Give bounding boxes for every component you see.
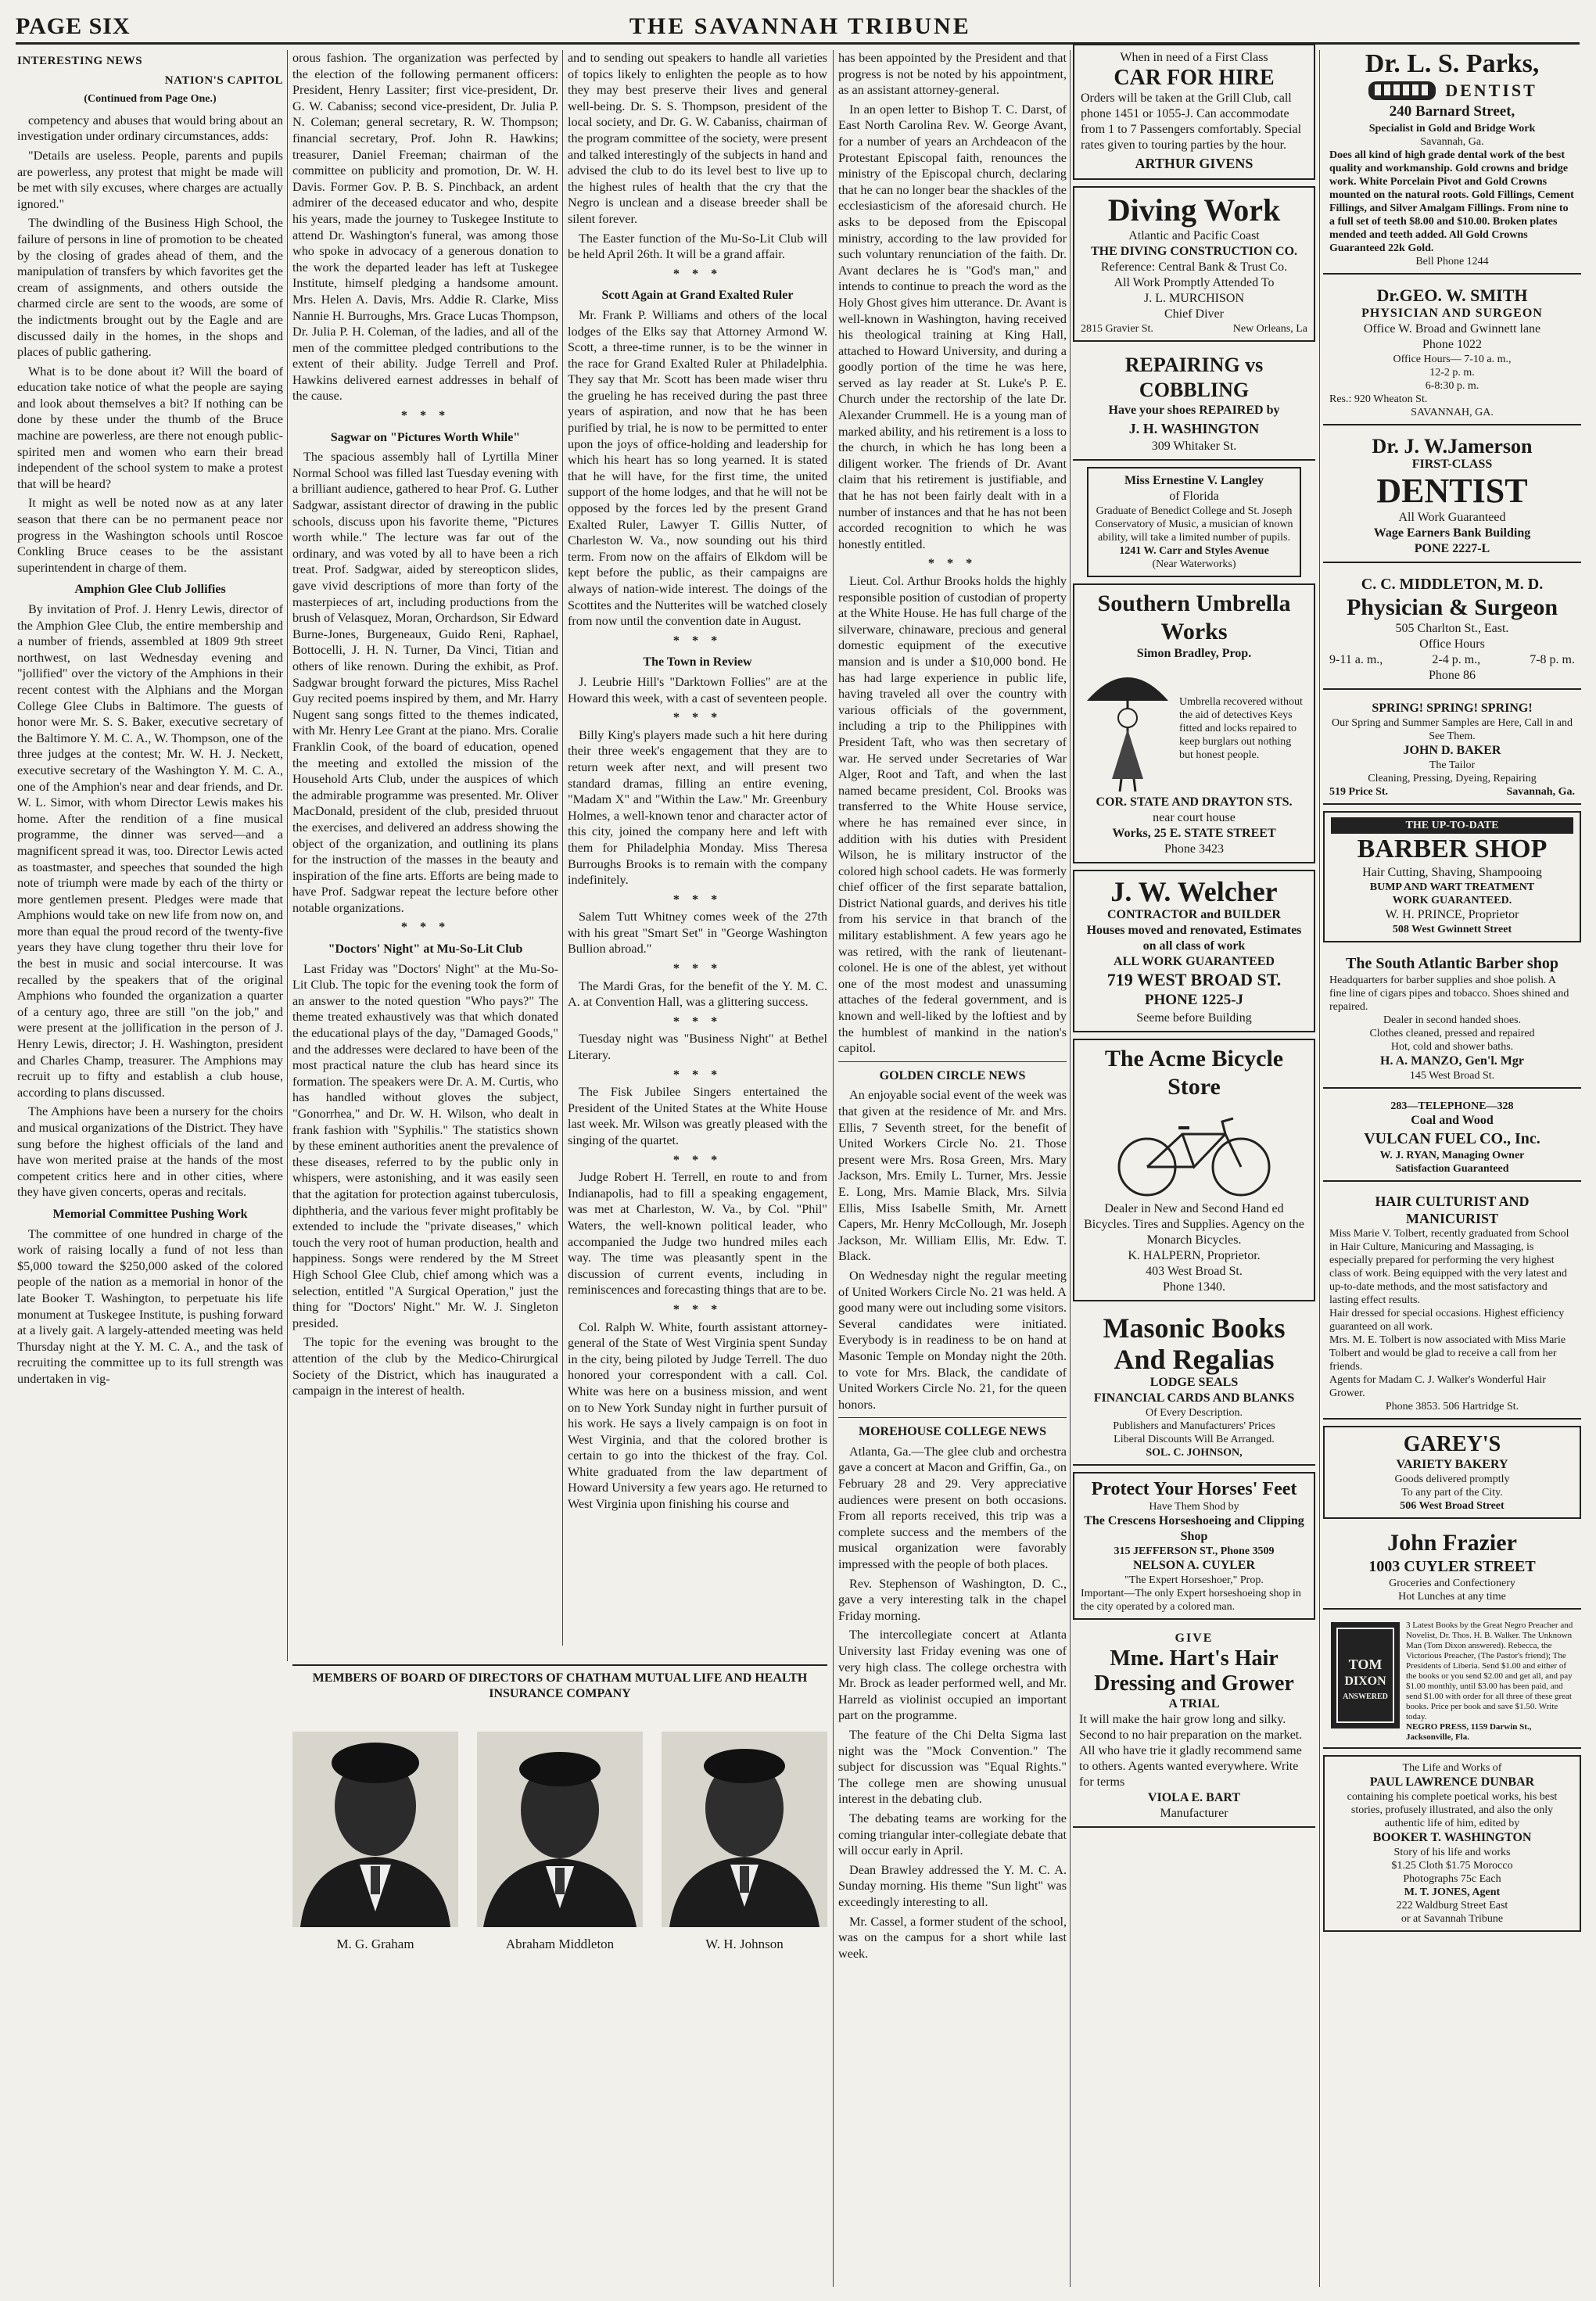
ad-title: GAREY'S <box>1403 1432 1501 1456</box>
ad-phone: Phone 1340. <box>1163 1280 1225 1294</box>
section-heading: Scott Again at Grand Exalted Ruler <box>601 289 794 303</box>
ad-phone: Bell Phone 1244 <box>1415 256 1489 267</box>
south-atlantic-barber-ad <box>1323 949 1581 1089</box>
ad-line: Chief Diver <box>1164 307 1224 321</box>
ad-address: Res.: 920 Wheaton St. <box>1329 393 1428 405</box>
dunbar-books-ad <box>1323 1755 1581 1932</box>
ad-address: 145 West Broad St. <box>1409 1070 1495 1082</box>
ad-price: $1.25 Cloth $1.75 Morocco <box>1391 1860 1513 1872</box>
ad-line: Works, 25 E. STATE STREET <box>1112 827 1276 840</box>
column-rule <box>562 50 563 1646</box>
separator: * * * <box>672 633 723 648</box>
portrait-row <box>292 1732 827 1952</box>
ad-line: 12-2 p. m. <box>1429 367 1475 379</box>
ad-text: Orders will be taken at the Grill Club, call phone 1451 or 1055-J. Can accommodate from 1 to 7 Passengers comfortably. Special rates given to touring parties by the hour. <box>1081 92 1302 152</box>
article-column-4 <box>838 50 1067 2295</box>
paragraph: Last Friday was "Doctors' Night" at the Mu-So-Lit Club. The topic for the evening took the form of an answer to the noted question "Who pays?" The theme treated exhaustively was that which donated the educational plays of the day, "Damaged Goods," and the addresses were declared to have been of the most practical nature the club has heard since its formation. The speakers were Dr. A. M. Curtis, who has handled without gloves the subject, "Gonorrhea," and Dr. W. H. Wilson, who dealt in frank fashion with "Syphilis." The statistics shown by these eminent authorities anent the prevalence of these diseases, referred to by the public only in whispers, were astonishing, and it was easily seen that the agitation for protection against tuberculosis, diphtheria, and the various fever might profitably be extended to include the "private diseases," which touch the very root of human production, health and happiness. Songs were rendered by the M Street High School Glee Club, chief among which was a selection, entitled "A Surgical Operation," just the thing for "Doctors' Night." Mr. W. J. Singleton presided. <box>292 961 558 1330</box>
paragraph: The Fisk Jubilee Singers entertained the President of the United States at the White House last week. Mr. Wilson was greatly pleased with the singing of the quartet. <box>568 1085 827 1147</box>
ad-line: To any part of the City. <box>1401 1487 1503 1499</box>
ad-title: C. C. MIDDLETON, M. D. <box>1361 576 1544 593</box>
divider <box>838 1061 1067 1062</box>
ad-line: THE UP-TO-DATE <box>1331 817 1573 834</box>
ad-text: 3 Latest Books by the Great Negro Preacher and Novelist, Dr. Thos. H. B. Walker. The Unknown Man (Tom Dixon answered). Rebecca, the Victorious Preacher, (The Pastor's friend); The Presidents of Liberia. Send $1.00 and either of the books or you send $2.00 and get all, and pay $1.00 monthly, until $3.00 has been paid, and send $1.00 with order for all three of these great books. Price per book and save $1.50. Write today. <box>1406 1621 1573 1721</box>
separator: * * * <box>400 920 450 935</box>
separator: * * * <box>672 1152 723 1167</box>
paragraph: Judge Robert H. Terrell, en route to and from Indianapolis, had to fill a speaking engagement, was met at Charleston, W. Va., by Col. "Phil" Waters, the well-known political leader, who accompanied the Judge two hundred miles each way. The time was pleasantly spent in the discussion of current events, including in reminiscences and forecasting things that are to be. <box>568 1170 827 1298</box>
ad-hours: 2-4 p. m., <box>1432 653 1481 666</box>
ad-name: SOL. C. JOHNSON, <box>1146 1447 1243 1459</box>
ad-city: New Orleans, La <box>1232 323 1307 335</box>
ad-title: The South Atlantic Barber shop <box>1346 955 1558 972</box>
paragraph: The dwindling of the Business High School, the failure of persons in line of promotion to be cheated by the closing of grades ahead of them, and the manipulation of transfers by which favorites get the cream of assignments, and others outside the charmed circle are sent to the woods, are some of the indictments brought out by the Eagle and are discussed daily in the homes, in the shops and places of public gathering. <box>17 216 283 360</box>
masonic-books-ad <box>1073 1308 1315 1466</box>
portrait <box>292 1732 458 1952</box>
column-rule <box>1070 50 1071 2287</box>
bicycle-store-ad <box>1073 1039 1315 1301</box>
portrait-photo-icon <box>662 1732 827 1927</box>
masthead <box>16 11 1580 45</box>
ad-line: DENTIST <box>1376 472 1528 510</box>
paragraph: The Amphions have been a nursery for the choirs and musical organizations of the District. They have sung before the highest officials of the land and have won merited praise at the hands of the most competent critics here and in other cities, where they have given concerts, operas and recitals. <box>17 1104 283 1200</box>
paragraph: Billy King's players made such a hit here during their three week's engagement that they are to return week after next, and will present two standard dramas, filling an entire evening, "Madam X" and "Within the Law." Mr. Greenbury Holmes, a well-known tenor and character actor of this city, joined the company here and left with them for Philadelphia Monday. Miss Theresa Burroughs Brooks is to remain with the company indefinitely. <box>568 727 827 888</box>
ad-text: containing his complete poetical works, his best stories, profusely illustrated, and also the only authentic life of him, edited by <box>1347 1791 1558 1829</box>
ad-hours: 7-8 p. m. <box>1530 653 1575 666</box>
page-number: PAGE SIX <box>16 13 131 39</box>
ad-hours: 9-11 a. m., <box>1329 653 1383 666</box>
ad-title: Dr. L. S. Parks, <box>1365 49 1540 78</box>
ad-address: 315 JEFFERSON ST., Phone 3509 <box>1114 1545 1275 1557</box>
paragraph: The debating teams are working for the coming triangular inter-collegiate debate that will occur early in April. <box>838 1811 1067 1858</box>
ad-title: The Acme Bicycle Store <box>1104 1046 1284 1100</box>
ad-title: Masonic Books <box>1103 1312 1286 1344</box>
paragraph: The committee of one hundred in charge of the work of raising locally a fund of not less than $5,000 toward the $250,000 asked of the colored people of the nation as a memorial in honor of the late Booker T. Washington, to perpetuate his life monument at Tuskegee Institute, is pushing forward at a lively gait. A largely-attended meeting was held Thursday night at the Y. M. C. A., and the task of recruiting the committee up to its full strength was undertaken in vig- <box>17 1226 283 1386</box>
ad-name: K. HALPERN, Proprietor. <box>1128 1249 1261 1262</box>
ad-title: BARBER SHOP <box>1357 835 1548 863</box>
ad-text: It will make the hair grow long and silky. Second to no hair preparation on the market. All who have trie it gladly recommend same to others. Agents wanted everywhere. Write for terms <box>1079 1713 1303 1789</box>
ad-title: PAUL LAWRENCE DUNBAR <box>1369 1775 1535 1789</box>
separator: * * * <box>672 1301 723 1316</box>
separator: * * * <box>400 408 450 423</box>
ad-line: Savannah, Ga. <box>1420 136 1484 148</box>
ad-line: Of Every Description. <box>1145 1407 1243 1419</box>
paragraph: Lieut. Col. Arthur Brooks holds the highly responsible position of custodian of property at the White House. He has full charge of the silverware, chinaware, precious and general domestic equipment of the executive mansion and is under a $10,000 bond. He has had large experience in public life, having traveled all over the country with various officials of the government, including a trip to the Philippines with President Taft, who was then secretary of war. He served under Secretaries of War Alger, Root and Taft, and when the last named became president, Col. Brooks was transferred to the White House service, where he has remained ever since, in addition with his duties with President Wilson, he is military instructor of the colored high school cadets. He was formerly chief officer of the first separate battalion, District National guards, and derives his title from his service in that branch of the military establishment. A few years ago he was retired, with the rank of lieutenant-colonel. He is one of the ablest, yet without one of the most modest and unassuming attaches of the federal government, and is known and well-liked by the loftiest and by the humblest of mankind in the nation's capitol. <box>838 574 1067 1056</box>
ad-line: BUMP AND WART TREATMENT <box>1369 881 1535 893</box>
portrait-photo-icon <box>477 1732 643 1927</box>
ad-line: Have your shoes REPAIRED by <box>1108 404 1280 417</box>
ad-line: FIRST-CLASS <box>1411 458 1493 471</box>
ad-title: REPAIRING vs COBBLING <box>1124 354 1264 401</box>
ad-name: M. T. JONES, Agent <box>1404 1886 1501 1898</box>
article-column-2 <box>292 50 558 1646</box>
ad-text: Important—The only Expert horseshoeing shop in the city operated by a colored man. <box>1081 1588 1301 1613</box>
separator: * * * <box>672 710 723 725</box>
ad-address: 2815 Gravier St. <box>1081 323 1153 335</box>
ad-line: The Tailor <box>1429 759 1476 771</box>
ad-line: Have Them Shod by <box>1149 1501 1239 1513</box>
ads-column-left <box>1073 44 1315 1834</box>
baker-tailor-ad <box>1323 696 1581 805</box>
ad-line: Liberal Discounts Will Be Arranged. <box>1114 1434 1275 1445</box>
ad-line: "The Expert Horseshoer," Prop. <box>1124 1574 1264 1586</box>
column-rule <box>287 50 288 1661</box>
paragraph: Atlanta, Ga.—The glee club and orchestra gave a concert at Macon and Griffin, Ga., on February 28 and 29. Very appreciative audiences were present on both occasions. From all reports received, this trip was a complete success and the members of the musical organization were favorably impressed with the people of both places. <box>838 1444 1067 1572</box>
ad-line: of Florida <box>1169 490 1219 503</box>
paragraph: Mr. Frank P. Williams and others of the local lodges of the Elks say that Attorney Armond W. Scott, a three-time runner, is to be the winner in the race for Grand Exalted Ruler at Philadelphia. They say that Mr. Scott has been made wiser thru the grueling he has received during the past three years of aspiration, and now that he has been purified by trial, he is now to be permitted to enter upon the joys of office-holding and leadership for which his heart has so long yearned. It is stated that he will have, for the first time, the united support of the home lodges, and that he will not be opposed by the forces led by the present Grand Exalted Ruler, Lawyer T. Gillis Nutter, of Charleston W. Va., now sounding out his third term. From now on the affairs of Elkdom will be kept before the public, as their campaigns are always of nation-wide interest. The doings of the Scottites and the Nutterites will be watched closely from now until the convention date in August. <box>568 307 827 629</box>
portrait <box>477 1732 643 1952</box>
ad-title: J. W. Welcher <box>1110 876 1278 907</box>
ad-address: 508 West Gwinnett Street <box>1392 924 1512 935</box>
ad-line: Publishers and Manufacturers' Prices <box>1113 1420 1275 1432</box>
ad-phone: Phone 3853. 506 Hartridge St. <box>1385 1401 1519 1413</box>
ad-title: Protect Your Horses' Feet <box>1091 1479 1297 1499</box>
paragraph: Dean Brawley addressed the Y. M. C. A. Sunday morning. His theme "Sun light" was exceedingly interesting to all. <box>838 1862 1067 1909</box>
paragraph: It might as well be noted now as at any later season that there can be no permanent peace nor progress in the Washington schools until Roscoe Conkling Bruce ceases to be the assistant superintendent in charge of them. <box>17 496 283 575</box>
photo-heading: MEMBERS OF BOARD OF DIRECTORS OF CHATHAM MUTUAL LIFE AND HEALTH INSURANCE COMPANY <box>292 1664 827 1702</box>
ad-line: SPRING! SPRING! SPRING! <box>1372 702 1533 715</box>
ad-text: Our Spring and Summer Samples are Here, Call in and See Them. <box>1332 717 1573 742</box>
ad-name: W. J. RYAN, Managing Owner <box>1379 1150 1525 1161</box>
ad-line: 6-8:30 p. m. <box>1425 380 1479 392</box>
hair-grower-ad <box>1073 1626 1315 1828</box>
ad-line: All Work Promptly Attended To <box>1114 276 1275 289</box>
ad-name: J. H. WASHINGTON <box>1128 421 1260 436</box>
ad-name: JOHN D. BAKER <box>1403 744 1501 757</box>
car-for-hire-ad <box>1073 44 1315 180</box>
paragraph: The topic for the evening was brought to the attention of the club by the Medico-Chirurgical Society of the District, which has inaugurated a campaign in the interest of health. <box>292 1335 558 1398</box>
jamerson-dentist-ad <box>1323 432 1581 563</box>
paragraph: competency and abuses that would bring about an investigation under ordinary circumstances, adds: <box>17 113 283 144</box>
ad-title: HAIR CULTURIST AND MANICURIST <box>1375 1194 1530 1226</box>
bicycle-icon <box>1108 1104 1280 1198</box>
ad-name: BOOKER T. WASHINGTON <box>1372 1831 1532 1844</box>
ad-text: Miss Marie V. Tolbert, recently graduated from School in Hair Culture, Manicuring and Massaging, is especially prepared for performing the very highest class of work. Being equipped with the very latest and up-to-date methods, and the most satisfactory and lasting effect results. <box>1329 1228 1569 1306</box>
horseshoeing-ad <box>1073 1472 1315 1620</box>
ad-line: Miss Ernestine V. Langley <box>1124 474 1264 487</box>
ad-text: Does all kind of high grade dental work of the best quality and workmanship. Gold crowns and bridge work. White Porcelain Pivot and Gold Crowns mounted on the natural roots. Gold Fillings, Cement Fillings, and Silver Amalgam Fillings. From nine to a full set of teeth $8.00 and $10.00. Broken plates mended and teeth added. All Gold Crowns Guaranteed 22k Gold. <box>1329 149 1574 254</box>
ad-title: John Frazier <box>1387 1530 1517 1556</box>
ad-name: H. A. MANZO, Gen'l. Mgr <box>1380 1054 1524 1068</box>
section-heading: The Town in Review <box>643 655 752 669</box>
ad-line: Hot, cold and shower baths. <box>1390 1041 1514 1053</box>
ad-line: Hot Lunches at any time <box>1398 1591 1506 1603</box>
paragraph: In an open letter to Bishop T. C. Darst, of East North Carolina Rev. W. George Avant, for a number of years an Archdeacon of the Protestant Episcopal faith, renounces the ministry of the Episcopal church, declaring that he can no longer bear the shackles of the ecclesiasticism of the aforesaid church. He asks to be deposed from the Episcopal ministry, according to the law provided for such voluntary renunciation of the faith. Dr. Avant declares he is "God's man," and intends to continue to preach the word as the Holy Ghost gives him utterance. Dr. Avant is well-known in Washington, having received his theological training at King Hall, attached to Howard University, and during a goodly portion of the time he was here, served as lay reader at St. Luke's P. E. Church under the rectorship of the late Dr. Alexander Crummell. He is a young man of marked ability, and his retirement is a loss to the church, in which he has long been a diligent worker. The friends of Dr. Avant claim that his retirement is justifiable, and that he has not been fairly dealt with in a number of instances and that he has not been accorded recognition to which he was honestly entitled. <box>838 102 1067 551</box>
ad-name: NELSON A. CUYLER <box>1132 1559 1256 1572</box>
barber-shop-ad <box>1323 811 1581 942</box>
ad-title: Mme. Hart's Hair Dressing and Grower <box>1094 1646 1294 1696</box>
ad-address: 1241 W. Carr and Styles Avenue <box>1119 545 1269 557</box>
separator: * * * <box>672 1014 723 1028</box>
ad-line: J. L. MURCHISON <box>1143 292 1244 305</box>
ad-text: Graduate of Benedict College and St. Joseph Conservatory of Music, a musician of known ability, will take a limited number of pupils. <box>1095 505 1293 544</box>
ad-name: VIOLA E. BART <box>1147 1791 1241 1804</box>
ad-title: CAR FOR HIRE <box>1114 66 1275 90</box>
ad-line: Satisfaction Guaranteed <box>1395 1163 1509 1175</box>
paragraph: and to sending out speakers to handle all varieties of topics likely to enlighten the people as to how they may best preserve their lives and general well-being. Dr. S. S. Thompson, president of the local society, and Dr. G. W. Cabaniss, chairman of the program committee of the society, were present and talked interestingly of the subjects in hand and advised the club to do its level best to live up to the highest rules of health that the cry that the Negro is unclean and a disease breeder shall be silent forever. <box>568 51 827 226</box>
ad-price: Photographs 75c Each <box>1403 1873 1501 1885</box>
ad-line: VARIETY BAKERY <box>1396 1458 1508 1471</box>
cobbling-ad <box>1073 348 1315 461</box>
separator: * * * <box>672 1067 723 1082</box>
svg-text:ANSWERED: ANSWERED <box>1343 1693 1388 1701</box>
section-heading: GOLDEN CIRCLE NEWS <box>879 1068 1026 1082</box>
vulcan-fuel-ad <box>1323 1095 1581 1182</box>
ad-line: DENTIST <box>1445 81 1537 100</box>
section-heading: Amphion Glee Club Jollifies <box>74 583 226 597</box>
ad-phone: Phone 1022 <box>1422 338 1482 351</box>
ad-address: 505 Charlton St., East. <box>1395 622 1509 635</box>
welcher-contractor-ad <box>1073 870 1315 1032</box>
ad-address: 506 West Broad Street <box>1400 1500 1505 1512</box>
ad-line: Hair Cutting, Shaving, Shampooing <box>1362 866 1542 879</box>
ad-text: Houses moved and renovated, Estimates on all class of work <box>1086 924 1302 953</box>
ad-address: 222 Waldburg Street East <box>1396 1900 1508 1912</box>
ad-line: WORK GUARANTEED. <box>1392 895 1512 906</box>
portrait-photo-icon <box>292 1732 458 1927</box>
ad-line: SAVANNAH, GA. <box>1411 407 1494 418</box>
ad-address: COR. STATE AND DRAYTON STS. <box>1096 795 1293 809</box>
ad-line: Cleaning, Pressing, Dyeing, Repairing <box>1368 773 1537 784</box>
parks-dentist-ad <box>1323 44 1581 275</box>
headline: INTERESTING NEWS <box>17 55 143 67</box>
ad-line: Dealer in second handed shoes. <box>1383 1014 1522 1026</box>
ad-line: PHYSICIAN AND SURGEON <box>1361 307 1543 320</box>
ad-title: Dr.GEO. W. SMITH <box>1376 285 1528 305</box>
ad-line: ALL WORK GUARANTEED <box>1114 955 1275 968</box>
ad-line: Specialist in Gold and Bridge Work <box>1368 123 1536 135</box>
paragraph: An enjoyable social event of the week was that given at the residence of Mr. and Mrs. Ellis, 7 Seventh street, for the benefit of United Workers Circle No. 21. Those present were Mrs. Rosa Green, Mrs. Mary Jackson, Mrs. Emily L. Turner, Mrs. Jessie E. Long, Mrs. Mamie Black, Mrs. Silvia Ellis, Miss Isabelle Smith, Mr. Arnett Capers, Mr. Henry McCollough, Mr. Joseph Jackson, Mr. William Ellis, Mr. Edw. T. Black. <box>838 1088 1067 1264</box>
svg-text:TOM: TOM <box>1348 1657 1383 1672</box>
ad-city: Savannah, Ga. <box>1506 786 1575 798</box>
ad-text: Mrs. M. E. Tolbert is now associated with Miss Marie Tolbert and would be glad to receive a call from her friends. <box>1329 1334 1566 1373</box>
separator: * * * <box>927 556 977 571</box>
paragraph: Tuesday night was "Business Night" at Bethel Literary. <box>568 1032 827 1063</box>
ad-phone: PHONE 1225-J <box>1144 992 1244 1008</box>
article-column-1 <box>17 50 283 2021</box>
paragraph: Mr. Cassel, a former student of the school, was on the campus for a short while last week. <box>838 1914 1067 1961</box>
ad-address: 719 WEST BROAD ST. <box>1106 970 1282 989</box>
paragraph: By invitation of Prof. J. Henry Lewis, director of the Amphion Glee Club, the entire membership and a number of friends, assembled at 1809 9th street northwest, on last Wednesday evening and "jollified" over the victory of the Amphions in their recent contest with the Alphians and the Morgan College Glee Clubs in Baltimore. The guests of honor were Mr. S. S. Baker, executive secretary of the Baltimore Y. M. C. A., W. Thompson, one of the three judges at the contest; Mr. W. H. J. Neckett, executive secretary of the Washington Y. M. C. A., one of the Amphion's near and dear friends, and Dr. W. L. Simor, with whom Director Lewis makes his home. After the rendition of a fine musical programme, the dinner was served—and a magnificent spread it was, too. Director Lewis acted as toastmaster, and speeches that sounded the high note of triumph were made by each of the thirty or more gentlemen present. Pledges were made that Amphions would take on new life from now on, and more than equal the proud record of the twenty-five years they have clung together thru their love for the best in music and social intercourse. It was recalled by the speakers that of the original Amphions who founded the organization a quarter of a century ago, three are still "on the job," and were present at the jollification in the person of J. Henry Lewis, director; J. H. Washington, president and Charles Champ, treasurer. The Amphions may recruit up to fifty and establish a club house, according to plans discussed. <box>17 602 283 1100</box>
ad-text: Headquarters for barber supplies and shoe polish. A fine line of cigars pipes and tobacco. Shoes shined and repaired. <box>1329 975 1569 1013</box>
paragraph: has been appointed by the President and that progress is not be noted by his appointment, as an assistant attorney-general. <box>838 51 1067 98</box>
separator: * * * <box>672 266 723 281</box>
ad-line: THE DIVING CONSTRUCTION CO. <box>1090 245 1298 258</box>
paragraph: The feature of the Chi Delta Sigma last night was the "Mock Convention." The subject for discussion was "Equal Rights." The college men are showing unusual interest in the debating club. <box>838 1727 1067 1807</box>
book-cover-icon <box>1329 1621 1401 1730</box>
portrait <box>662 1732 827 1952</box>
garey-bakery-ad <box>1323 1426 1581 1519</box>
ad-line: FINANCIAL CARDS AND BLANKS <box>1093 1391 1295 1405</box>
ad-phone: 283—TELEPHONE—328 <box>1390 1100 1514 1112</box>
ad-text: Agents for Madam C. J. Walker's Wonderful Hair Grower. <box>1329 1374 1546 1399</box>
paragraph: "Details are useless. People, parents and pupils are powerless, any protest that might be made will be met with sily excuses, where charges are actually ignored." <box>17 148 283 211</box>
ad-line: The Crescens Horseshoeing and Clipping Shop <box>1084 1514 1304 1543</box>
ad-line: All Work Guaranteed <box>1398 511 1506 524</box>
ad-address: 309 Whitaker St. <box>1151 440 1237 453</box>
ad-title: And Regalias <box>1114 1344 1275 1375</box>
article-column-3 <box>568 50 827 1646</box>
column-rule <box>1319 50 1320 2287</box>
frazier-grocery-ad <box>1323 1525 1581 1610</box>
ad-line: Physician & Surgeon <box>1346 594 1558 620</box>
paragraph: orous fashion. The organization was perfected by the election of the following permanent officers: President, Henry Lassiter; first vice-president, Dr. G. W. Cabaniss; second vice-president, Dr. Julia P. N. Coleman; general secretary, R. W. Thompson; financial secretary, Prof. John R. Hawkins; treasurer, Daniel Freeman; chairman of the committee on publicity and promotion, Dr. W. H. Davis. Former Gov. P. B. S. Pinchback, an ardent admirer of the deceased educator and who, despite his years, made the journey to Tuskegee Institute to attend Dr. Washington's funeral, was among those who spoke in advocacy of a generous donation to the work the departed leader has left at Tuskegee Institute, himself pledging a handsome amount. Mrs. Helen A. Davis, Mrs. Addie R. Clarke, Miss Nannie H. Burroughs, Mrs. Grace Lucas Thompson, Dr. Julia P. H. Coleman, of the ladies, and all of the men of the committee pledged contributions to the extent of their ability. Judge Terrell and Prof. Hawkins delivered earnest addresses in behalf of the cause. <box>292 51 558 404</box>
ad-text: Umbrella recovered without the aid of detectives Keys fitted and locks repaired to keep burglars out nothing but honest people. <box>1179 695 1303 761</box>
board-photos <box>292 1664 827 2282</box>
svg-text:DIXON: DIXON <box>1344 1675 1386 1688</box>
separator: * * * <box>672 892 723 906</box>
ad-line: Goods delivered promptly <box>1394 1474 1510 1485</box>
column-rule <box>833 50 834 2287</box>
ad-line: Wage Earners Bank Building <box>1373 526 1531 540</box>
ad-title: Southern Umbrella Works <box>1097 591 1291 644</box>
ad-line: Office Hours <box>1419 637 1485 651</box>
ad-title: Dr. J. W.Jamerson <box>1372 435 1533 458</box>
ad-line: GIVE <box>1175 1632 1214 1645</box>
ad-text: Hair dressed for special occasions. Highest efficiency guaranteed on all work. <box>1329 1308 1565 1333</box>
paragraph: Col. Ralph W. White, fourth assistant attorney-general of the State of West Virginia spent Sunday in the city, being piloted by Judge Terrell. The duo honored your correspondent with a call. Col. White was here on a business mission, and went on to New York Sunday night in further pursuit of his work. He says a lively campaign is on foot in West Virginia, and that the colored brother is certain to go into the thickest of the fray. Col. White graduated from the law department of Howard University a few years ago. He returned to West Virginia upon finishing his course and <box>568 1319 827 1512</box>
ad-phone: Phone 86 <box>1429 669 1476 682</box>
ad-line: Story of his life and works <box>1393 1847 1511 1858</box>
dentures-icon <box>1367 80 1437 102</box>
ad-owner: Simon Bradley, Prop. <box>1136 647 1252 660</box>
ad-line: Groceries and Confectionery <box>1389 1578 1515 1589</box>
separator: * * * <box>672 961 723 976</box>
ad-line: near court house <box>1153 811 1236 824</box>
ad-line: Coal and Wood <box>1411 1114 1494 1127</box>
music-teacher-ad <box>1087 467 1301 577</box>
ad-title: Diving Work <box>1107 192 1281 228</box>
ad-line: CONTRACTOR and BUILDER <box>1107 908 1281 921</box>
paragraph: The Mardi Gras, for the benefit of the Y. M. C. A. at Convention Hall, was a glittering success. <box>568 978 827 1010</box>
portrait-caption: Abraham Middleton <box>505 1937 615 1951</box>
portrait-caption: W. H. Johnson <box>705 1937 784 1951</box>
section-heading: Memorial Committee Pushing Work <box>52 1207 248 1221</box>
ad-name: W. H. PRINCE, Proprietor <box>1385 908 1519 921</box>
paragraph: J. Leubrie Hill's "Darktown Follies" are at the Howard this week, with a cast of seventeen people. <box>568 674 827 705</box>
ad-line: The Life and Works of <box>1402 1762 1502 1774</box>
ad-phone: PONE 2227-L <box>1414 542 1490 555</box>
ad-line: (Near Waterworks) <box>1152 558 1236 570</box>
newspaper-title: THE SAVANNAH TRIBUNE <box>629 13 971 39</box>
ad-line: Clothes cleaned, pressed and repaired <box>1369 1028 1535 1039</box>
paragraph: Salem Tutt Whitney comes week of the 27th with his great "Smart Set" in "George Washington Bullion abroad." <box>568 910 827 957</box>
ad-line: Atlantic and Pacific Coast <box>1128 229 1260 242</box>
paragraph: The spacious assembly hall of Lyrtilla Miner Normal School was filled last Tuesday evening with a brilliant audience, gathered to hear Prof. G. Luther Sadgwar, assistant director of drawing in the public schools, discuss upon his favorite theme, "Pictures worth while." The lecture was far out of the ordinary, and was voted by all to have been a rich treat. Prof. Sadgwar, aided by stereopticon slides, gave vivid descriptions of more than forty of the masterpieces of art, including productions from the brush of Velasquez, Moran, Orchardson, Sir Edward Burne-Jones, Burgeneaux, Guido Reni, Raphael, Bottocelli, J. H. N. Turner, Da Vinci, Titian and others of like renown. During the exhibit, as Prof. Sadgwar brought forward the pictures, Miss Rachel Guy recited poems inspired by them, and Mr. Harry Nugent sang songs fitted to the themes indicated, with Mr. Henry Lee Grant at the piano. Mrs. Coralie Franklin Cook, of the board of education, opened the meeting and extolled the mission of the Household Arts Club, under the auspices of which the admirable programme was presented. Mr. Oliver MacDonald, president of the club, presided thruout the exercises, and delivered an address showing the object of the organization, and outlining its plans for the instruction of the masses in the beauty and inspiration of the fine arts. Efforts are being made to have Prof. Sadgwar repeat the lecture before other notable organizations. <box>292 450 558 915</box>
ad-line: or at Savannah Tribune <box>1401 1913 1504 1925</box>
ad-line: Seeme before Building <box>1136 1011 1252 1025</box>
middleton-physician-ad <box>1323 569 1581 690</box>
ad-phone: Phone 3423 <box>1164 842 1224 856</box>
ad-address: 1003 CUYLER STREET <box>1368 1558 1536 1575</box>
ad-line: Reference: Central Bank & Trust Co. <box>1100 260 1288 274</box>
ad-title: VULCAN FUEL CO., Inc. <box>1364 1130 1540 1147</box>
hair-culturist-ad <box>1323 1188 1581 1420</box>
ad-line: LODGE SEALS <box>1149 1376 1239 1389</box>
ad-address: NEGRO PRESS, 1159 Darwin St., Jacksonville, Fla. <box>1406 1722 1532 1742</box>
headline: NATION'S CAPITOL <box>164 74 283 87</box>
umbrella-girl-icon <box>1081 662 1175 795</box>
ad-line: Manufacturer <box>1160 1807 1228 1820</box>
section-heading: "Doctors' Night" at Mu-So-Lit Club <box>328 942 523 957</box>
ads-column-right <box>1323 44 1581 1938</box>
dixon-books-ad <box>1323 1616 1581 1749</box>
ad-line: A TRIAL <box>1168 1697 1220 1710</box>
divider <box>838 1417 1067 1418</box>
paragraph: The intercollegiate concert at Atlanta University last Friday evening was one of very high class. The college orchestra with Mr. Brock as leader performed well, and Mr. Harreld as violinist occupied an important part on the programme. <box>838 1628 1067 1723</box>
paragraph: What is to be done about it? Will the board of education take notice of what the people are saying and look about themselves a bit? If nothing can be done by these under the thumb of the Bruce machine are powerless, are there not enough public-spirited men and women who earn their bread independent of the school system to make a protest that will be heard? <box>17 364 283 491</box>
ad-text: Dealer in New and Second Hand ed Bicycles. Tires and Supplies. Agency on the Monarch Bicycles. <box>1084 1202 1304 1247</box>
paragraph: Rev. Stephenson of Washington, D. C., gave a very interesting talk in the chapel Friday morning. <box>838 1576 1067 1623</box>
diving-work-ad <box>1073 186 1315 342</box>
paragraph: On Wednesday night the regular meeting of United Workers Circle No. 21 was held. A good many were out including some visitors. Several candidates were initiated. Everybody is in readiness to be on hand at Masonic Temple on Monday night the 20th. to vote for Mrs. Black, the candidate of United Workers Circle No. 21, for the queen honors. <box>838 1268 1067 1412</box>
portrait-caption: M. G. Graham <box>336 1937 414 1951</box>
paragraph: The Easter function of the Mu-So-Lit Club will be held April 26th. It will be a grand affair. <box>568 231 827 262</box>
ad-address: 403 West Broad St. <box>1146 1265 1243 1278</box>
ad-line: When in need of a First Class <box>1120 51 1268 64</box>
continued-note: (Continued from Page One.) <box>84 93 217 106</box>
ad-address: Office W. Broad and Gwinnett lane <box>1363 322 1541 336</box>
ad-name: ARTHUR GIVENS <box>1135 156 1253 171</box>
ad-address: 240 Barnard Street, <box>1389 103 1515 120</box>
ad-address: 519 Price St. <box>1329 786 1389 798</box>
section-heading: MOREHOUSE COLLEGE NEWS <box>858 1425 1047 1439</box>
ad-line: Office Hours— 7-10 a. m., <box>1393 354 1512 365</box>
section-heading: Sagwar on "Pictures Worth While" <box>330 430 521 444</box>
smith-physician-ad <box>1323 281 1581 425</box>
umbrella-works-ad <box>1073 583 1315 863</box>
